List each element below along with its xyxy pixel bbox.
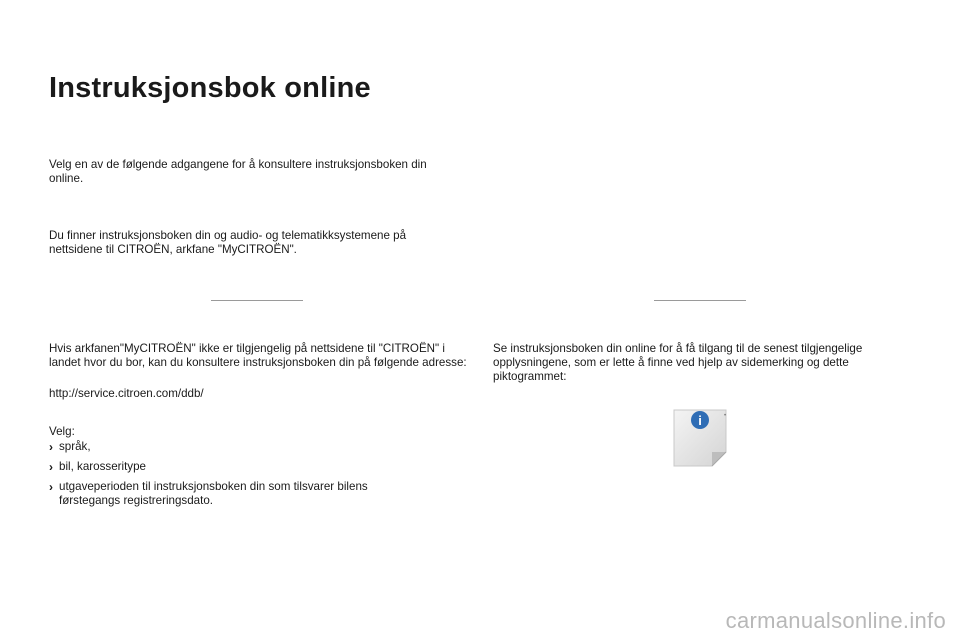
- chevron-right-icon: ›: [49, 480, 53, 494]
- watermark: carmanualsonline.info: [725, 608, 946, 633]
- info-page-icon: [672, 406, 732, 470]
- page-title: Instruksjonsbok online: [49, 72, 371, 104]
- info-glyph: i: [698, 413, 702, 428]
- select-label: Velg:: [49, 425, 75, 438]
- choice-edition: utgaveperioden til instruksjonsboken din som tilsvarer bilens førstegangs registreringsdato.: [59, 480, 368, 507]
- right-divider: [654, 300, 746, 301]
- online-description: Se instruksjonsboken din online for å få tilgang til de senest tilgjengelige opplysningene, som er lette å finne ved hjelp av sidemerking og dette piktogrammet:: [493, 342, 863, 383]
- list-item: [49, 480, 419, 508]
- svg-text:•: •: [724, 413, 727, 419]
- chevron-right-icon: ›: [49, 460, 53, 474]
- list-item: [49, 440, 419, 454]
- left-divider: [211, 300, 303, 301]
- choice-language: språk,: [59, 440, 91, 453]
- choice-list: [49, 440, 419, 512]
- intro-text: Velg en av de følgende adgangene for å konsultere instruksjonsboken din online.: [49, 158, 427, 185]
- choice-vehicle: bil, karosseritype: [59, 460, 146, 473]
- info-text: Du finner instruksjonsboken din og audio- og telematikksystemene på nettsidene til CITROËN, arkfane "MyCITROËN".: [49, 229, 407, 256]
- chevron-right-icon: ›: [49, 440, 53, 454]
- list-item: [49, 460, 419, 474]
- manual-url[interactable]: http://service.citroen.com/ddb/: [49, 387, 204, 400]
- fallback-text: Hvis arkfanen"MyCITROËN" ikke er tilgjengelig på nettsidene til "CITROËN" i landet hvor du bor, kan du konsultere instruksjonsboken din på følgende adresse:: [49, 342, 467, 369]
